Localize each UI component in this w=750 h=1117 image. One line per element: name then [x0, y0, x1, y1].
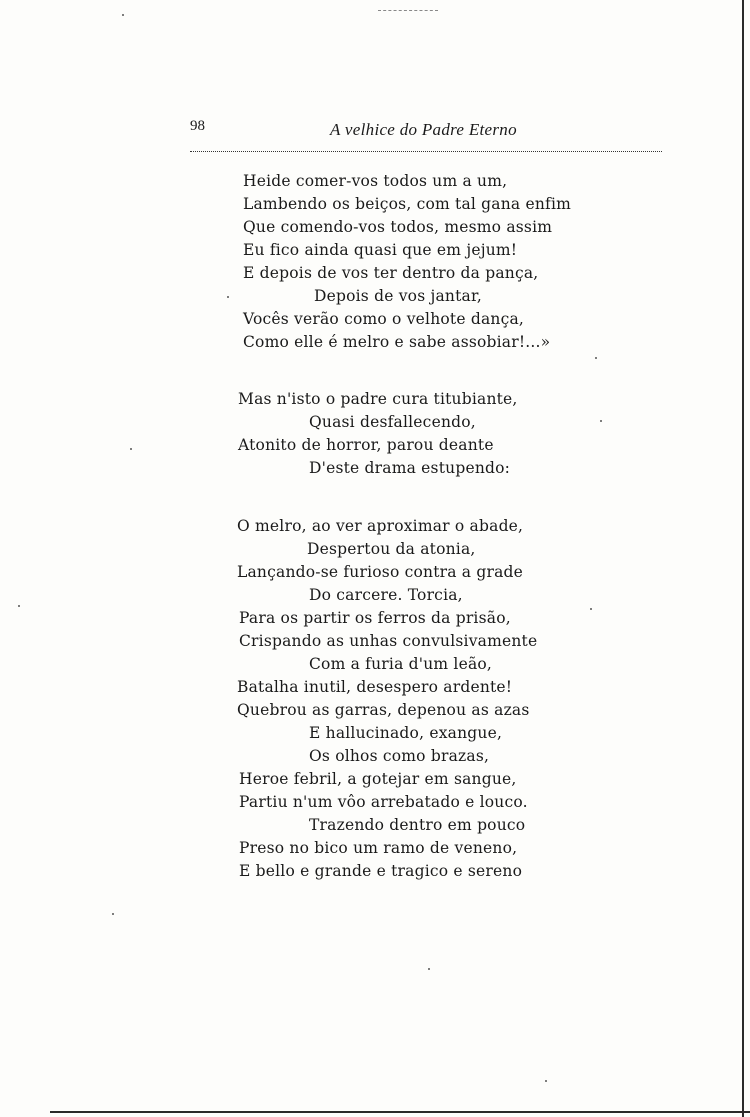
poem-line: Com a furia d'um leão,: [309, 655, 493, 673]
poem-line: Mas n'isto o padre cura titubiante,: [238, 390, 518, 408]
scan-speck: [112, 913, 114, 915]
poem-line: Que comendo-vos todos, mesmo assim: [243, 218, 553, 236]
poem-line: Eu fico ainda quasi que em jejum!: [243, 241, 518, 259]
page-number: 98: [190, 118, 205, 134]
poem-line: Quebrou as garras, depenou as azas: [237, 701, 530, 719]
poem-line: Heide comer-vos todos um a um,: [243, 172, 508, 190]
scan-speck: [18, 605, 20, 607]
page-header: [190, 118, 662, 154]
running-title: A velhice do Padre Eterno: [330, 120, 517, 139]
poem-line: Partiu n'um vôo arrebatado e louco.: [239, 793, 528, 811]
scan-speck: [595, 357, 597, 359]
scan-speck: [590, 608, 592, 610]
poem-line: Como elle é melro e sabe assobiar!...»: [243, 333, 551, 351]
poem-line: Depois de vos jantar,: [314, 287, 483, 305]
top-print-mark: [378, 10, 438, 11]
page-edge-bottom: [50, 1111, 750, 1113]
poem-line: E depois de vos ter dentro da pança,: [243, 264, 539, 282]
header-rule: [190, 151, 662, 152]
poem-line: Despertou da atonia,: [307, 540, 476, 558]
scan-speck: [130, 448, 132, 450]
poem-line: Preso no bico um ramo de veneno,: [239, 839, 518, 857]
poem-line: Os olhos como brazas,: [309, 747, 490, 765]
poem-line: Vocês verão como o velhote dança,: [243, 310, 525, 328]
scan-speck: [600, 420, 602, 422]
poem-line: O melro, ao ver aproximar o abade,: [237, 517, 524, 535]
poem-line: Heroe febril, a gotejar em sangue,: [239, 770, 517, 788]
scan-speck: [227, 296, 229, 298]
poem-line: Lançando-se furioso contra a grade: [237, 563, 524, 581]
poem-line: E bello e grande e tragico e sereno: [239, 862, 523, 880]
poem-line: Do carcere. Torcia,: [309, 586, 463, 604]
poem-line: Trazendo dentro em pouco: [309, 816, 526, 834]
page-edge-right: [742, 0, 744, 1117]
poem-line: Para os partir os ferros da prisão,: [239, 609, 511, 627]
poem-line: Crispando as unhas convulsivamente: [239, 632, 538, 650]
scan-speck: [122, 14, 124, 16]
scan-speck: [545, 1080, 547, 1082]
poem-line: Batalha inutil, desespero ardente!: [237, 678, 513, 696]
poem-line: D'este drama estupendo:: [309, 459, 511, 477]
scan-speck: [428, 968, 430, 970]
poem-line: Atonito de horror, parou deante: [238, 436, 494, 454]
poem-line: E hallucinado, exangue,: [309, 724, 503, 742]
poem-line: Quasi desfallecendo,: [309, 413, 476, 431]
poem-line: Lambendo os beiços, com tal gana enfim: [243, 195, 572, 213]
